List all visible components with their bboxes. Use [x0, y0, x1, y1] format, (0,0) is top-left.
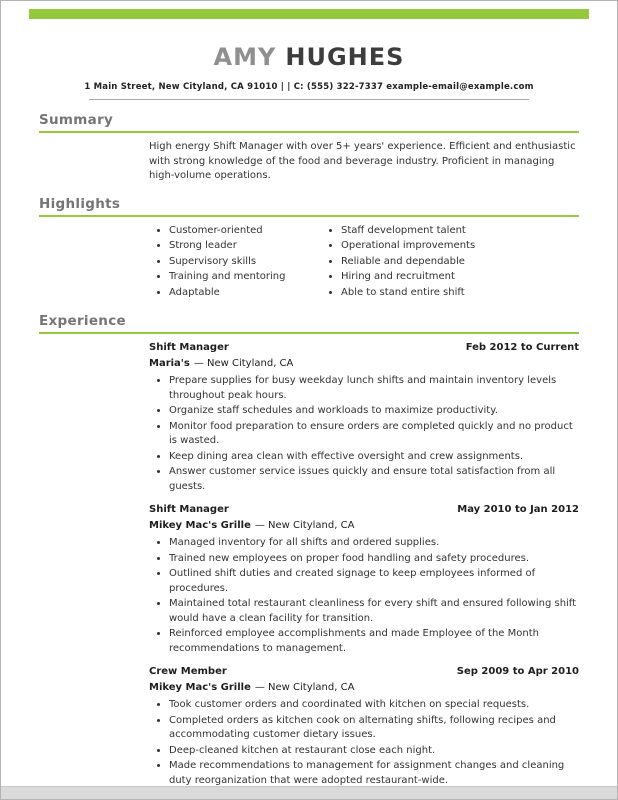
job-bullet: • Trained new employees on proper food handling and safety procedures. [169, 552, 579, 567]
job-header [149, 503, 579, 518]
highlight-item: • Operational improvements [341, 239, 475, 254]
job-bullet-list [149, 536, 579, 656]
highlight-item: • Strong leader [169, 239, 321, 254]
accent-bar [29, 9, 589, 19]
job-bullet: • Took customer orders and coordinated with kitchen on special requests. [169, 698, 579, 713]
job-entry [149, 503, 579, 656]
highlight-item: • Hiring and recruitment [341, 270, 475, 285]
job-header [149, 341, 579, 356]
highlights-heading: Highlights [39, 196, 579, 217]
job-bullet: • Outlined shift duties and created signage to keep employees informed of procedures. [169, 567, 579, 596]
job-company-line [149, 357, 579, 372]
job-bullet: • Maintained total restaurant cleanliness for every shift and ensured following shift would have a clean facility for transition. [169, 597, 579, 626]
header-divider [89, 99, 529, 100]
candidate-name [1, 43, 617, 71]
job-bullet: • Answer customer service issues quickly and ensure total satisfaction from all guests. [169, 465, 579, 494]
job-bullet: • Organize staff schedules and workloads to maximize productivity. [169, 404, 579, 419]
job-company-line [149, 519, 579, 534]
highlight-item: • Staff development talent [341, 224, 475, 239]
job-bullet-list [149, 374, 579, 494]
experience-content [149, 341, 579, 788]
company-location: — New Cityland, CA [254, 681, 355, 693]
section-highlights [39, 196, 579, 302]
job-bullet: • Prepare supplies for busy weekday lunch shifts and maintain inventory levels throughout peak hours. [169, 374, 579, 403]
job-title: Crew Member [149, 666, 227, 677]
experience-heading: Experience [39, 313, 579, 334]
summary-text: High energy Shift Manager with over 5+ years' experience. Efficient and enthusiastic with strong knowledge of the food and beverage industry. Proficient in managing high-volume operations. [149, 141, 576, 181]
highlight-item: • Customer-oriented [169, 224, 321, 239]
job-bullet: • Made recommendations to management for assignment changes and cleaning duty reorganization that were adopted restaurant-wide. [169, 759, 579, 788]
job-dates: Feb 2012 to Current [465, 342, 579, 353]
highlight-item: • Supervisory skills [169, 255, 321, 270]
contact-line: 1 Main Street, New Cityland, CA 91010 | | C: (555) 322-7337 example-email@example.com [84, 82, 534, 92]
job-dates: May 2010 to Jan 2012 [457, 504, 579, 515]
highlights-list-right [321, 224, 475, 302]
job-bullet-list [149, 698, 579, 788]
section-summary [39, 112, 579, 184]
section-experience [39, 313, 579, 788]
company-location: — New Cityland, CA [193, 357, 294, 369]
job-entry [149, 665, 579, 788]
highlight-item: • Training and mentoring [169, 270, 321, 285]
page-bottom-strip [1, 786, 617, 799]
company-name: Mikey Mac's Grille [149, 519, 251, 531]
highlight-item: • Reliable and dependable [341, 255, 475, 270]
job-title: Shift Manager [149, 342, 229, 353]
company-location: — New Cityland, CA [254, 519, 355, 531]
job-entry [149, 341, 579, 494]
job-bullet: • Completed orders as kitchen cook on alternating shifts, following recipes and accommodating customer dietary issues. [169, 714, 579, 743]
job-bullet: • Monitor food preparation to ensure orders are completed quickly and no product is wasted. [169, 420, 579, 449]
job-header [149, 665, 579, 680]
company-name: Mikey Mac's Grille [149, 681, 251, 693]
highlight-item: • Able to stand entire shift [341, 286, 475, 301]
candidate-last-name: HUGHES [285, 43, 405, 71]
job-dates: Sep 2009 to Apr 2010 [456, 666, 579, 677]
job-company-line [149, 681, 579, 696]
company-name: Maria's [149, 357, 190, 369]
highlights-columns [149, 224, 579, 302]
job-bullet: • Reinforced employee accomplishments and made Employee of the Month recommendations to management. [169, 627, 579, 656]
job-bullet: • Managed inventory for all shifts and ordered supplies. [169, 536, 579, 551]
candidate-first-name: AMY [213, 43, 277, 71]
highlight-item: • Adaptable [169, 286, 321, 301]
summary-heading: Summary [39, 112, 579, 133]
highlights-list-left [149, 224, 321, 302]
job-bullet: • Keep dining area clean with effective oversight and crew assignments. [169, 450, 579, 465]
job-bullet: • Deep-cleaned kitchen at restaurant close each night. [169, 744, 579, 759]
resume-header [1, 43, 617, 100]
job-title: Shift Manager [149, 504, 229, 515]
